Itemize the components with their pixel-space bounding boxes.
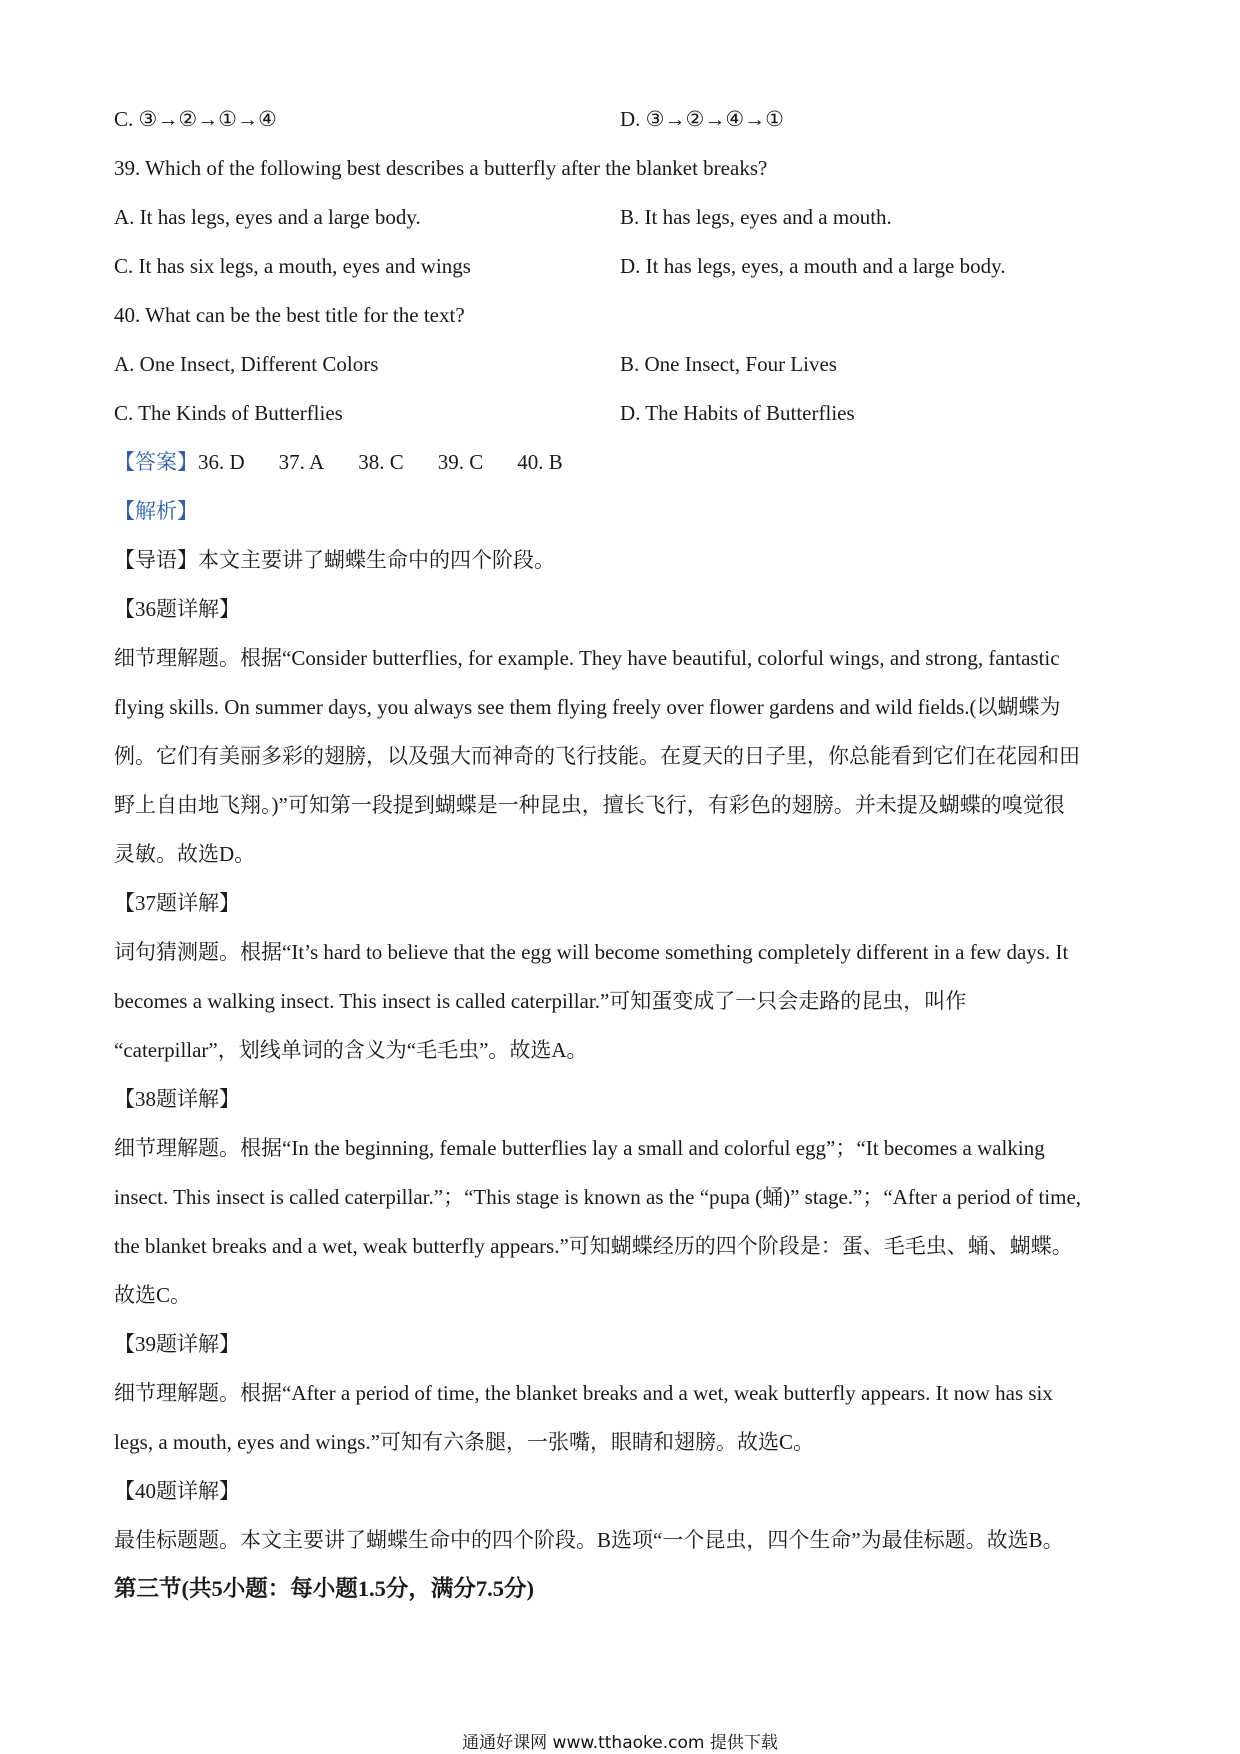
- q40-option-d: D. The Habits of Butterflies: [620, 401, 855, 425]
- detail-36-line: 细节理解题。根据“Consider butterflies, for example. They have beautiful, colorful wings, and strong, fantastic: [114, 646, 1060, 670]
- answer-item: 39. C: [437, 450, 484, 474]
- detail-36-line: 例。它们有美丽多彩的翅膀，以及强大而神奇的飞行技能。在夏天的日子里，你总能看到它们在花园和田: [114, 744, 1080, 768]
- detail-38-line: 细节理解题。根据“In the beginning, female butterflies lay a small and colorful egg”；“It becomes a walking: [114, 1136, 1045, 1160]
- detail-36-line: 野上自由地飞翔。)”可知第一段提到蝴蝶是一种昆虫，擅长飞行，有彩色的翅膀。并未提及蝴蝶的嗅觉很: [114, 793, 1065, 817]
- detail-40-line: 最佳标题题。本文主要讲了蝴蝶生命中的四个阶段。B选项“一个昆虫，四个生命”为最佳标题。故选B。: [114, 1528, 1064, 1552]
- q40-option-c: C. The Kinds of Butterflies: [114, 401, 343, 425]
- q40-option-b: B. One Insect, Four Lives: [620, 352, 837, 376]
- q40-stem: 40. What can be the best title for the text?: [114, 303, 465, 327]
- answer-label: 【答案】: [114, 450, 198, 474]
- answer-item: 37. A: [278, 450, 325, 474]
- answer-item: 38. C: [358, 450, 404, 474]
- detail-37-heading: 【37题详解】: [114, 891, 240, 915]
- detail-36-line: flying skills. On summer days, you always see them flying freely over flower gardens and wild fields.(以蝴蝶为: [114, 695, 1061, 719]
- detail-37-line: becomes a walking insect. This insect is called caterpillar.”可知蛋变成了一只会走路的昆虫，叫作: [114, 989, 967, 1013]
- analysis-label: 【解析】: [114, 499, 198, 523]
- q40-option-a: A. One Insect, Different Colors: [114, 352, 379, 376]
- intro-line: 【导语】本文主要讲了蝴蝶生命中的四个阶段。: [114, 548, 555, 572]
- answer-item: 40. B: [517, 450, 563, 474]
- section-heading: 第三节(共5小题：每小题1.5分，满分7.5分): [114, 1576, 534, 1601]
- detail-36-line: 灵敏。故选D。: [114, 842, 256, 866]
- detail-38-line: the blanket breaks and a wet, weak butterfly appears.”可知蝴蝶经历的四个阶段是：蛋、毛毛虫、蛹、蝴蝶。: [114, 1234, 1073, 1258]
- detail-39-line: 细节理解题。根据“After a period of time, the blanket breaks and a wet, weak butterfly appears. It now has six: [114, 1381, 1053, 1405]
- detail-39-line: legs, a mouth, eyes and wings.”可知有六条腿，一张嘴，眼睛和翅膀。故选C。: [114, 1430, 814, 1454]
- q39-option-d: D. It has legs, eyes, a mouth and a large body.: [620, 254, 1006, 278]
- detail-36-heading: 【36题详解】: [114, 597, 240, 621]
- answer-line: [114, 449, 563, 475]
- detail-38-line: insect. This insect is called caterpillar.”；“This stage is known as the “pupa (蛹)” stage.”；“After a period of time,: [114, 1185, 1082, 1209]
- q38-option-d: D. ③→②→④→①: [620, 107, 784, 131]
- detail-39-heading: 【39题详解】: [114, 1332, 240, 1356]
- page-footer: 通通好课网 www.tthaoke.com 提供下载: [462, 1733, 778, 1753]
- detail-38-line: 故选C。: [114, 1283, 192, 1307]
- q39-stem: 39. Which of the following best describes a butterfly after the blanket breaks?: [114, 156, 768, 180]
- detail-38-heading: 【38题详解】: [114, 1087, 240, 1111]
- q38-option-c: C. ③→②→①→④: [114, 107, 277, 131]
- answer-item: 36. D: [198, 450, 245, 474]
- detail-40-heading: 【40题详解】: [114, 1479, 240, 1503]
- q39-option-b: B. It has legs, eyes and a mouth.: [620, 205, 892, 229]
- q39-option-a: A. It has legs, eyes and a large body.: [114, 205, 421, 229]
- q39-option-c: C. It has six legs, a mouth, eyes and wings: [114, 254, 471, 278]
- detail-37-line: 词句猜测题。根据“It’s hard to believe that the egg will become something completely different in a few days. It: [114, 940, 1069, 964]
- detail-37-line: “caterpillar”，划线单词的含义为“毛毛虫”。故选A。: [114, 1038, 588, 1062]
